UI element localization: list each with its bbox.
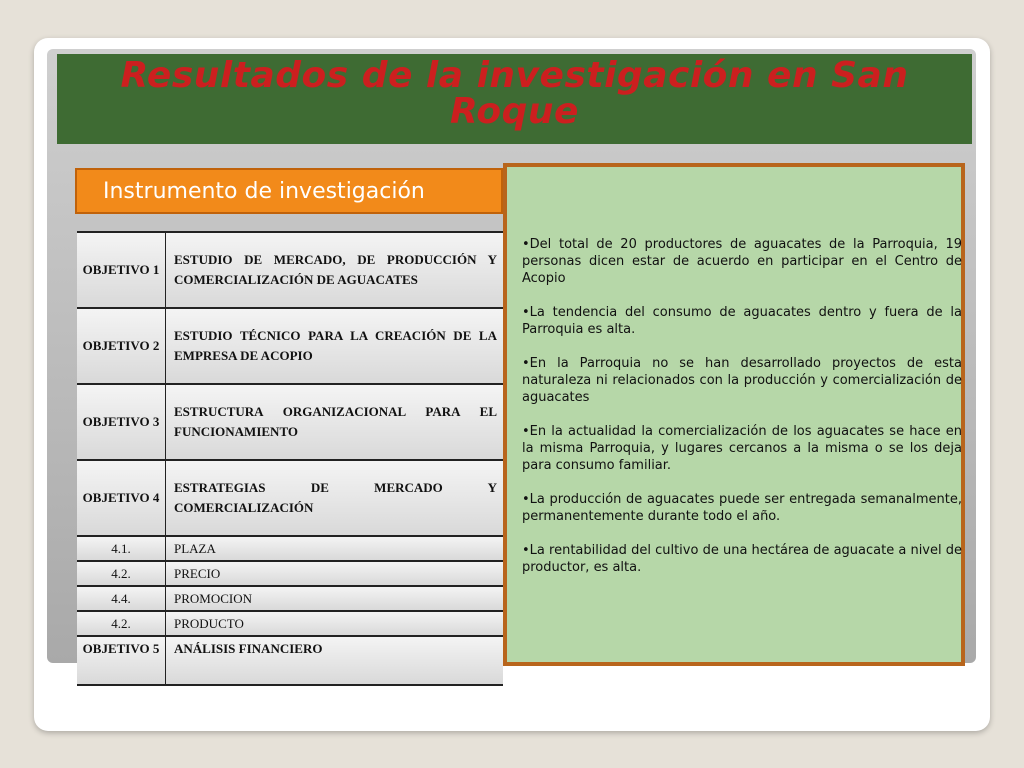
objective-number-cell: 4.4. xyxy=(77,586,166,611)
objective-description-cell: ANÁLISIS FINANCIERO xyxy=(166,636,504,685)
objective-number-cell: 4.2. xyxy=(77,561,166,586)
objective-number-cell: OBJETIVO 3 xyxy=(77,384,166,460)
instrument-label-box xyxy=(75,168,503,214)
objective-number-cell: OBJETIVO 4 xyxy=(77,460,166,536)
objective-description-cell: ESTUDIO DE MERCADO, DE PRODUCCIÓN Y COMERCIALIZACIÓN DE AGUACATES xyxy=(166,232,504,308)
objectives-table xyxy=(77,231,503,686)
objective-description-cell: ESTRATEGIAS DE MERCADO Y COMERCIALIZACIÓN xyxy=(166,460,504,536)
objective-description-cell: PRECIO xyxy=(166,561,504,586)
table-row xyxy=(77,460,503,536)
objective-number-cell: OBJETIVO 1 xyxy=(77,232,166,308)
objective-description-cell: ESTRUCTURA ORGANIZACIONAL PARA EL FUNCIONAMIENTO xyxy=(166,384,504,460)
table-row xyxy=(77,561,503,586)
objective-number-cell: 4.1. xyxy=(77,536,166,561)
table-row xyxy=(77,308,503,384)
results-list xyxy=(522,236,962,593)
instrument-label: Instrumento de investigación xyxy=(103,178,425,204)
table-row xyxy=(77,536,503,561)
result-bullet: •La tendencia del consumo de aguacates dentro y fuera de la Parroquia es alta. xyxy=(522,305,962,337)
table-row xyxy=(77,232,503,308)
result-bullet: •En la Parroquia no se han desarrollado proyectos de esta naturaleza ni relacionados con la producción y comercialización de aguacates xyxy=(522,356,962,405)
result-bullet: •En la actualidad la comercialización de los aguacates se hace en la misma Parroquia, y lugares cercanos a la misma o se los deja para consumo familiar. xyxy=(522,424,962,473)
table-row xyxy=(77,636,503,685)
result-bullet: •Del total de 20 productores de aguacates de la Parroquia, 19 personas dicen estar de acuerdo en participar en el Centro de Acopio xyxy=(522,237,962,286)
slide-title: Resultados de la investigación en San Roque xyxy=(120,55,909,132)
table-row xyxy=(77,611,503,636)
objective-description-cell: PRODUCTO xyxy=(166,611,504,636)
objective-number-cell: OBJETIVO 5 xyxy=(77,636,166,685)
objective-number-cell: 4.2. xyxy=(77,611,166,636)
table-row xyxy=(77,586,503,611)
objective-number-cell: OBJETIVO 2 xyxy=(77,308,166,384)
objective-description-cell: PLAZA xyxy=(166,536,504,561)
result-bullet: •La producción de aguacates puede ser entregada semanalmente, permanentemente durante todo el año. xyxy=(522,492,962,524)
result-bullet: •La rentabilidad del cultivo de una hectárea de aguacate a nivel de productor, es alta. xyxy=(522,543,962,575)
objective-description-cell: PROMOCION xyxy=(166,586,504,611)
objective-description-cell: ESTUDIO TÉCNICO PARA LA CREACIÓN DE LA EMPRESA DE ACOPIO xyxy=(166,308,504,384)
table-row xyxy=(77,384,503,460)
